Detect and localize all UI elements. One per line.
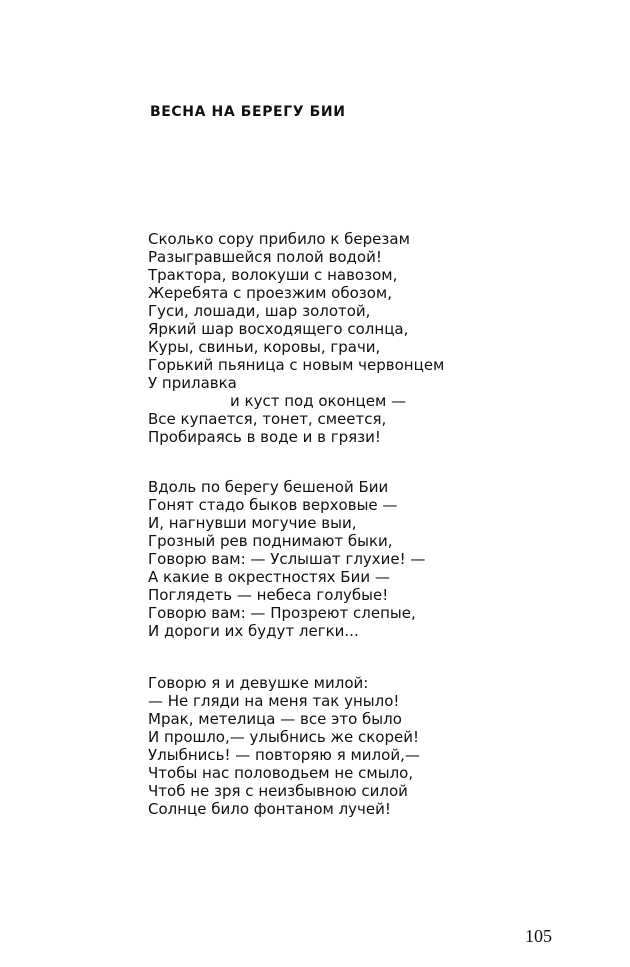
poem-line: Гуси, лошади, шар золотой, (148, 302, 371, 320)
poem-line: И прошло,— улыбнись же скорей! (148, 728, 419, 746)
poem-line: И, нагнувши могучие выи, (148, 514, 357, 532)
poem-line: Поглядеть — небеса голубые! (148, 586, 389, 604)
poem-line: А какие в окрестностях Бии — (148, 568, 390, 586)
poem-line: Чтобы нас половодьем не смыло, (148, 764, 414, 782)
poem-line: Чтоб не зря с неизбывною силой (148, 782, 408, 800)
poem-line-indented: и куст под оконцем — (230, 392, 407, 410)
poem-line: Пробираясь в воде и в грязи! (148, 428, 381, 446)
poem-line: Мрак, метелица — все это было (148, 710, 402, 728)
poem-line: Говорю вам: — Услышат глухие! — (148, 550, 426, 568)
poem-line: Трактора, волокуши с навозом, (148, 266, 398, 284)
poem-line: Разыгравшейся полой водой! (148, 248, 382, 266)
page-number: 105 (525, 926, 552, 946)
poem-line: У прилавка (148, 374, 237, 392)
stanza-3 (148, 674, 528, 818)
poem-line: Куры, свиньи, коровы, грачи, (148, 338, 381, 356)
poem-line: Грозный рев поднимают быки, (148, 532, 393, 550)
poem-line: Жеребята с проезжим обозом, (148, 284, 393, 302)
stanza-1 (148, 230, 528, 446)
poem-line: — Не гляди на меня так уныло! (148, 692, 400, 710)
poem-line: Говорю вам: — Прозреют слепые, (148, 604, 416, 622)
poem-line: Вдоль по берегу бешеной Бии (148, 478, 389, 496)
poem-line: Сколько сору прибило к березам (148, 230, 410, 248)
poem-line: Яркий шар восходящего солнца, (148, 320, 409, 338)
stanza-2 (148, 478, 528, 640)
poem-line: Говорю я и девушке милой: (148, 674, 369, 692)
poem-line: Все купается, тонет, смеется, (148, 410, 387, 428)
poem-line: Улыбнись! — повторяю я милой,— (148, 746, 420, 764)
poem-title: ВЕСНА НА БЕРЕГУ БИИ (150, 104, 346, 120)
poem-line: Гонят стадо быков верховые — (148, 496, 398, 514)
poem-line: И дороги их будут легки... (148, 622, 359, 640)
poem-line: Солнце било фонтаном лучей! (148, 800, 391, 818)
poem-line: Горький пьяница с новым червонцем (148, 356, 445, 374)
